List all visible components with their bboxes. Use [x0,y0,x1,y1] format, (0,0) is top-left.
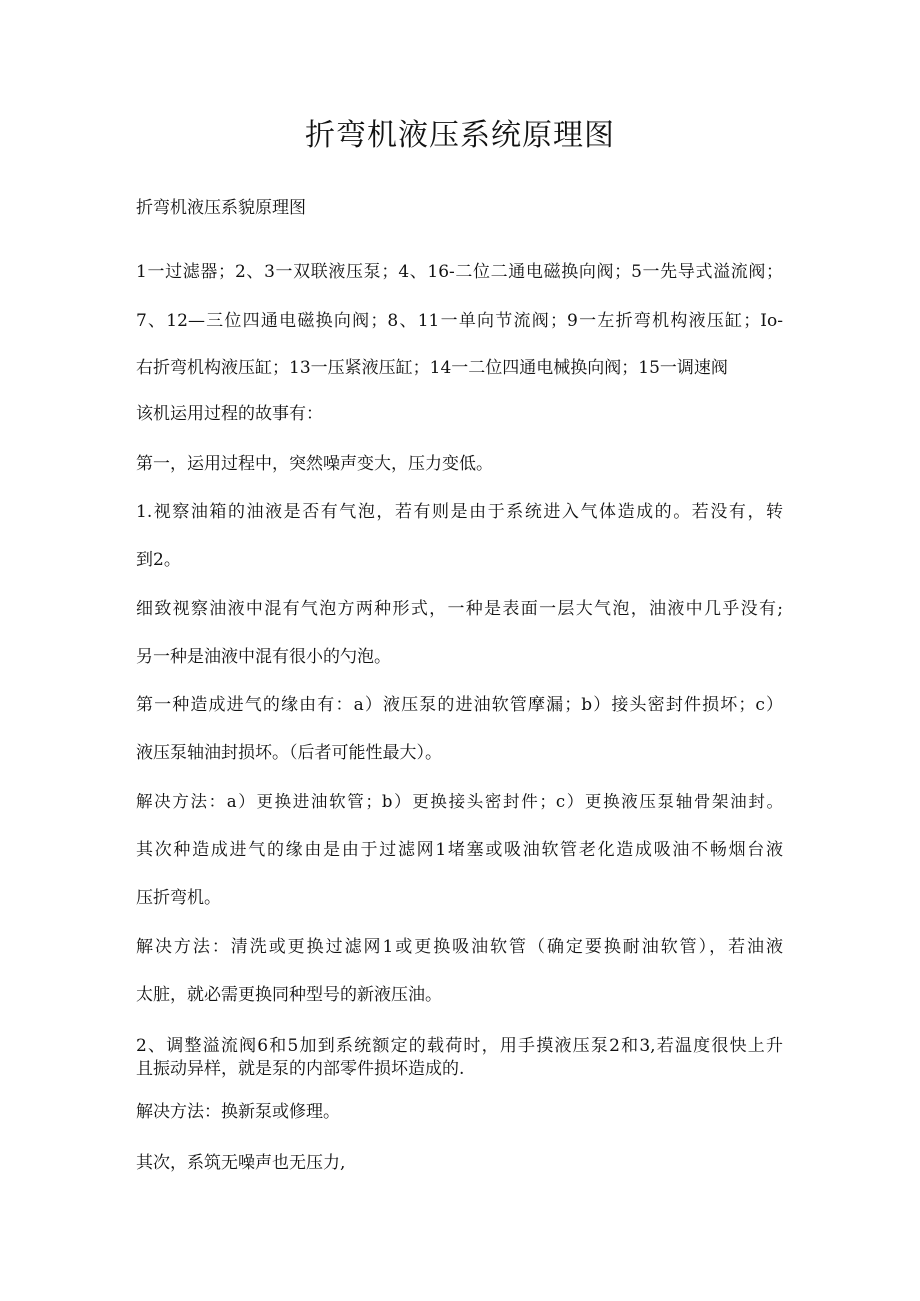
paragraph-line: 1.视察油箱的油液是否有气泡，若有则是由于系统进入气体造成的。若没有，转 [136,502,783,522]
paragraph-line: 第一种造成进气的缘由有：a）液压泵的进油软管摩漏；b）接头密封件损坏；c） [136,695,783,715]
paragraph-line: 另一种是油液中混有很小的勺泡。 [136,647,391,667]
legend-line: 1一过滤器；2、3一双联液压泵；4、16-二位二通电磁换向阀；5一先导式溢流阀； [136,262,783,282]
paragraph-line: 液压泵轴油封损坏。（后者可能性最大）。 [136,743,442,763]
paragraph-line: 细致视察油液中混有气泡方两种形式，一种是表面一层大气泡，油液中几乎没有; [136,599,783,619]
paragraph-line: 其次种造成进气的缘由是由于过滤网1堵塞或吸油软管老化造成吸油不畅烟台液 [136,840,783,860]
paragraph-line: 解决方法：a）更换进油软管；b）更换接头密封件；c）更换液压泵轴骨架油封。 [136,792,783,811]
paragraph-line: 其次，系筑无噪声也无压力, [136,1153,346,1173]
paragraph-line: 太脏，就必需更换同种型号的新液压油。 [136,985,442,1005]
legend-line: 7、12—三位四通电磁换向阀；8、11一单向节流阀；9一左折弯机构液压缸；Io- [136,311,783,331]
paragraph-line: 到2。 [136,550,181,570]
legend-line: 右折弯机构液压缸；13一压紧液压缸；14一二位四通电械换向阀；15一调速阀 [136,358,728,378]
paragraph-line: 第一，运用过程中，突然噪声变大，压力变低。 [136,454,493,474]
document-subtitle: 折弯机液压系貌原理图 [136,198,306,218]
paragraph-line: 解决方法：清洗或更换过滤网1或更换吸油软管（确定要换耐油软管），若油液 [136,937,783,957]
paragraph-line: 压折弯机。 [136,888,221,908]
document-title: 折弯机液压系统原理图 [305,118,615,153]
paragraph-line: 且振动异样，就是泵的内部零件损坏造成的. [136,1059,465,1079]
paragraph-line: 解决方法：换新泵或修理。 [136,1102,340,1122]
paragraph-line: 2、调整溢流阀6和5加到系统额定的载荷时，用手摸液压泵2和3,若温度很快上升 [136,1036,783,1056]
paragraph-line: 该机运用过程的故事有： [136,404,323,424]
